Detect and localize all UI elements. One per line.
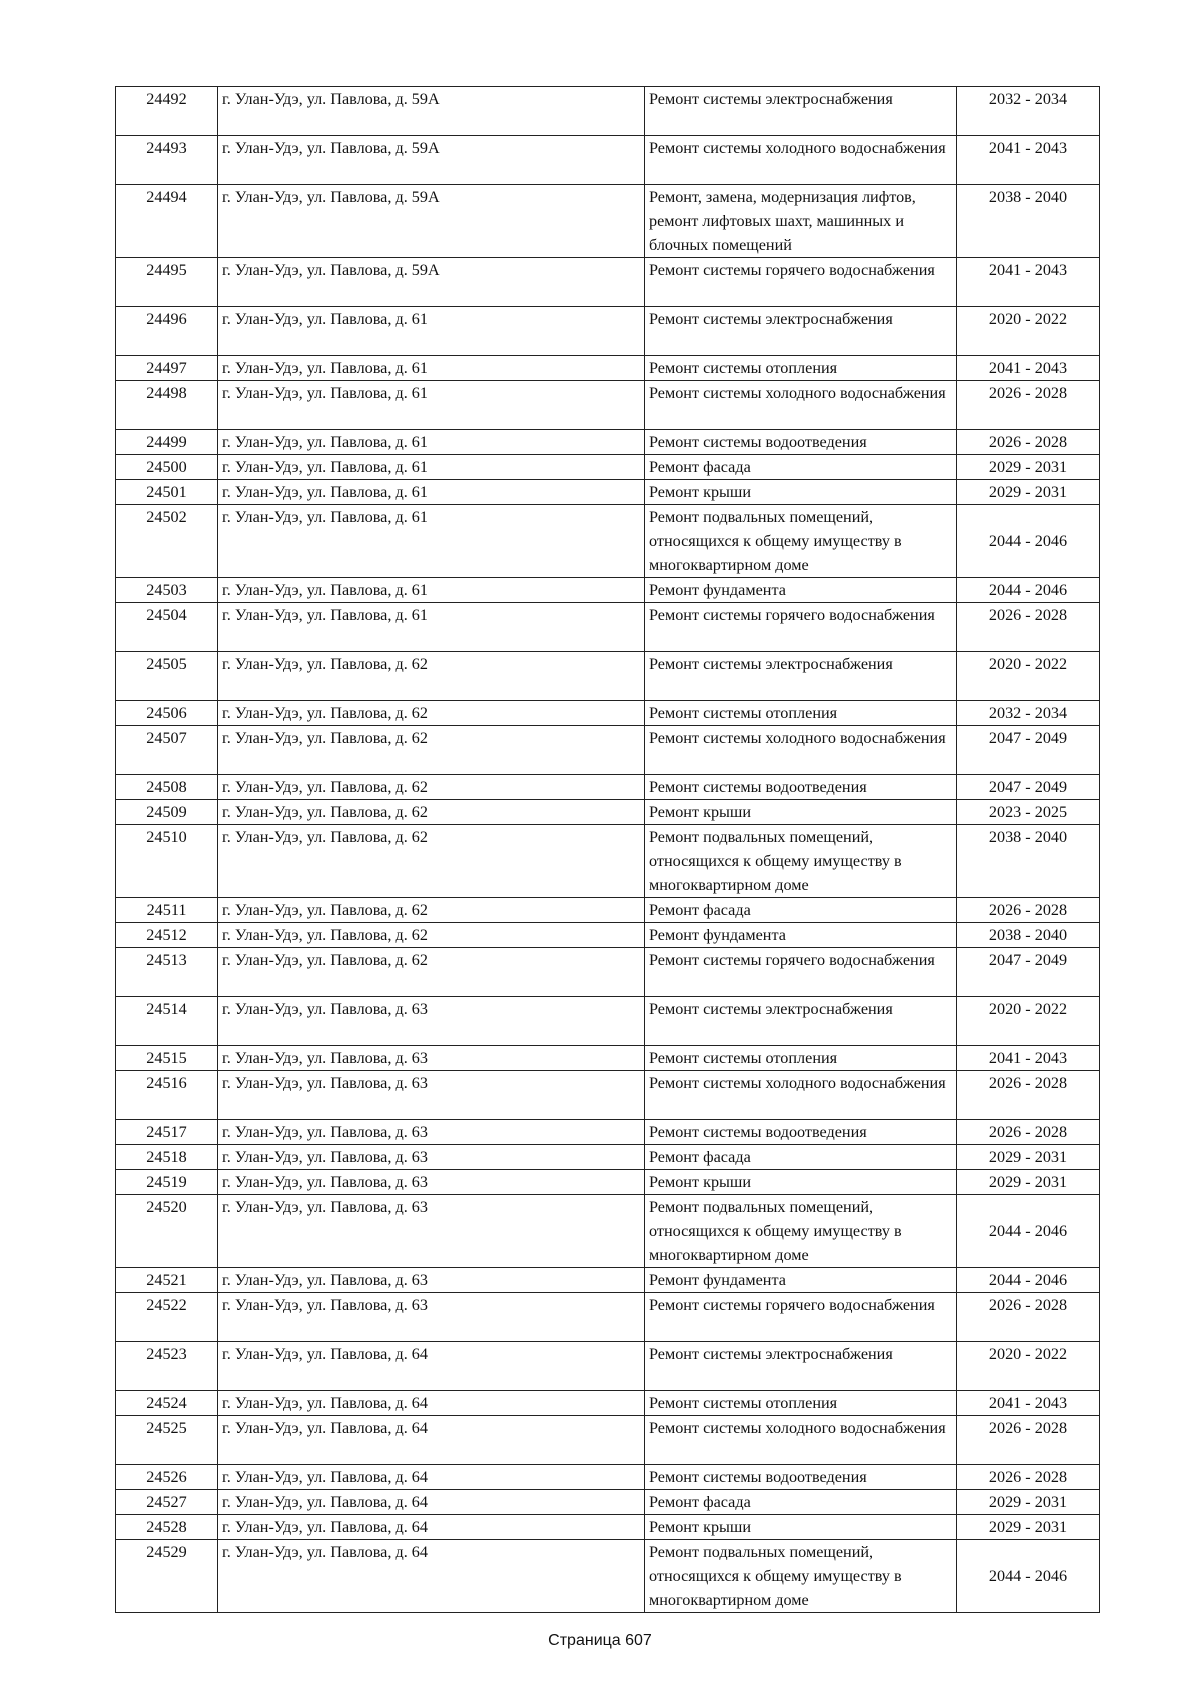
record-number: 24508 xyxy=(116,775,218,800)
record-address: г. Улан-Удэ, ул. Павлова, д. 61 xyxy=(218,356,645,381)
record-period: 2026 - 2028 xyxy=(957,381,1100,430)
record-work-type: Ремонт подвальных помещений, относящихся к общему имуществу в многоквартирном доме xyxy=(645,1540,957,1613)
record-address: г. Улан-Удэ, ул. Павлова, д. 63 xyxy=(218,997,645,1046)
table-row xyxy=(116,1195,1100,1268)
record-period: 2020 - 2022 xyxy=(957,1342,1100,1391)
record-period: 2020 - 2022 xyxy=(957,997,1100,1046)
record-address: г. Улан-Удэ, ул. Павлова, д. 61 xyxy=(218,480,645,505)
record-address: г. Улан-Удэ, ул. Павлова, д. 63 xyxy=(218,1120,645,1145)
record-work-type: Ремонт системы отопления xyxy=(645,701,957,726)
record-work-type: Ремонт системы отопления xyxy=(645,356,957,381)
table-row xyxy=(116,775,1100,800)
record-address: г. Улан-Удэ, ул. Павлова, д. 61 xyxy=(218,307,645,356)
record-address: г. Улан-Удэ, ул. Павлова, д. 62 xyxy=(218,652,645,701)
record-address: г. Улан-Удэ, ул. Павлова, д. 59А xyxy=(218,87,645,136)
record-address: г. Улан-Удэ, ул. Павлова, д. 64 xyxy=(218,1416,645,1465)
record-number: 24525 xyxy=(116,1416,218,1465)
record-work-type: Ремонт крыши xyxy=(645,1170,957,1195)
table-row xyxy=(116,997,1100,1046)
table-row xyxy=(116,1120,1100,1145)
record-work-type: Ремонт системы холодного водоснабжения xyxy=(645,136,957,185)
record-work-type: Ремонт крыши xyxy=(645,800,957,825)
table-row xyxy=(116,1145,1100,1170)
record-number: 24518 xyxy=(116,1145,218,1170)
record-number: 24528 xyxy=(116,1515,218,1540)
record-number: 24510 xyxy=(116,825,218,898)
record-address: г. Улан-Удэ, ул. Павлова, д. 63 xyxy=(218,1268,645,1293)
table-row xyxy=(116,1293,1100,1342)
record-period: 2026 - 2028 xyxy=(957,603,1100,652)
record-period: 2041 - 2043 xyxy=(957,1046,1100,1071)
record-number: 24513 xyxy=(116,948,218,997)
record-work-type: Ремонт системы водоотведения xyxy=(645,1465,957,1490)
record-address: г. Улан-Удэ, ул. Павлова, д. 61 xyxy=(218,505,645,578)
record-address: г. Улан-Удэ, ул. Павлова, д. 63 xyxy=(218,1293,645,1342)
record-address: г. Улан-Удэ, ул. Павлова, д. 62 xyxy=(218,701,645,726)
record-work-type: Ремонт системы водоотведения xyxy=(645,775,957,800)
record-number: 24509 xyxy=(116,800,218,825)
record-period: 2047 - 2049 xyxy=(957,726,1100,775)
record-number: 24521 xyxy=(116,1268,218,1293)
record-number: 24520 xyxy=(116,1195,218,1268)
table-row xyxy=(116,652,1100,701)
record-work-type: Ремонт системы электроснабжения xyxy=(645,652,957,701)
record-work-type: Ремонт системы горячего водоснабжения xyxy=(645,258,957,307)
record-address: г. Улан-Удэ, ул. Павлова, д. 59А xyxy=(218,258,645,307)
record-work-type: Ремонт системы горячего водоснабжения xyxy=(645,1293,957,1342)
record-work-type: Ремонт системы холодного водоснабжения xyxy=(645,726,957,775)
record-period: 2020 - 2022 xyxy=(957,652,1100,701)
table-row xyxy=(116,1342,1100,1391)
record-address: г. Улан-Удэ, ул. Павлова, д. 63 xyxy=(218,1170,645,1195)
table-row xyxy=(116,1170,1100,1195)
table-row xyxy=(116,307,1100,356)
record-address: г. Улан-Удэ, ул. Павлова, д. 62 xyxy=(218,800,645,825)
table-row xyxy=(116,430,1100,455)
record-address: г. Улан-Удэ, ул. Павлова, д. 62 xyxy=(218,923,645,948)
record-address: г. Улан-Удэ, ул. Павлова, д. 61 xyxy=(218,430,645,455)
record-period: 2044 - 2046 xyxy=(957,1195,1100,1268)
table-row xyxy=(116,505,1100,578)
record-number: 24506 xyxy=(116,701,218,726)
record-work-type: Ремонт системы водоотведения xyxy=(645,430,957,455)
record-period: 2044 - 2046 xyxy=(957,578,1100,603)
table-row xyxy=(116,381,1100,430)
record-address: г. Улан-Удэ, ул. Павлова, д. 63 xyxy=(218,1071,645,1120)
record-address: г. Улан-Удэ, ул. Павлова, д. 62 xyxy=(218,726,645,775)
record-number: 24515 xyxy=(116,1046,218,1071)
record-period: 2023 - 2025 xyxy=(957,800,1100,825)
record-address: г. Улан-Удэ, ул. Павлова, д. 62 xyxy=(218,775,645,800)
record-work-type: Ремонт фасада xyxy=(645,1490,957,1515)
record-number: 24517 xyxy=(116,1120,218,1145)
record-work-type: Ремонт системы холодного водоснабжения xyxy=(645,381,957,430)
record-address: г. Улан-Удэ, ул. Павлова, д. 61 xyxy=(218,381,645,430)
table-row xyxy=(116,800,1100,825)
table-row xyxy=(116,923,1100,948)
table-row xyxy=(116,1046,1100,1071)
record-work-type: Ремонт системы водоотведения xyxy=(645,1120,957,1145)
record-period: 2038 - 2040 xyxy=(957,923,1100,948)
record-number: 24497 xyxy=(116,356,218,381)
table-row xyxy=(116,1490,1100,1515)
table-row xyxy=(116,825,1100,898)
record-number: 24522 xyxy=(116,1293,218,1342)
record-address: г. Улан-Удэ, ул. Павлова, д. 64 xyxy=(218,1342,645,1391)
table-row xyxy=(116,356,1100,381)
table-row xyxy=(116,578,1100,603)
record-number: 24500 xyxy=(116,455,218,480)
record-work-type: Ремонт подвальных помещений, относящихся к общему имуществу в многоквартирном доме xyxy=(645,505,957,578)
table-row xyxy=(116,1416,1100,1465)
record-address: г. Улан-Удэ, ул. Павлова, д. 61 xyxy=(218,455,645,480)
record-number: 24494 xyxy=(116,185,218,258)
record-number: 24505 xyxy=(116,652,218,701)
record-period: 2026 - 2028 xyxy=(957,1071,1100,1120)
record-number: 24527 xyxy=(116,1490,218,1515)
record-period: 2041 - 2043 xyxy=(957,1391,1100,1416)
record-work-type: Ремонт фасада xyxy=(645,455,957,480)
table-row xyxy=(116,1071,1100,1120)
table-row xyxy=(116,1465,1100,1490)
table-row xyxy=(116,1391,1100,1416)
table-body xyxy=(116,87,1100,1613)
record-number: 24512 xyxy=(116,923,218,948)
record-work-type: Ремонт системы электроснабжения xyxy=(645,1342,957,1391)
record-period: 2026 - 2028 xyxy=(957,1120,1100,1145)
record-number: 24499 xyxy=(116,430,218,455)
record-address: г. Улан-Удэ, ул. Павлова, д. 64 xyxy=(218,1540,645,1613)
table-row xyxy=(116,898,1100,923)
record-period: 2038 - 2040 xyxy=(957,825,1100,898)
record-number: 24502 xyxy=(116,505,218,578)
table-row xyxy=(116,185,1100,258)
record-address: г. Улан-Удэ, ул. Павлова, д. 62 xyxy=(218,825,645,898)
record-number: 24493 xyxy=(116,136,218,185)
record-period: 2038 - 2040 xyxy=(957,185,1100,258)
record-period: 2032 - 2034 xyxy=(957,701,1100,726)
record-address: г. Улан-Удэ, ул. Павлова, д. 64 xyxy=(218,1490,645,1515)
record-number: 24529 xyxy=(116,1540,218,1613)
record-number: 24511 xyxy=(116,898,218,923)
table-row xyxy=(116,1515,1100,1540)
record-address: г. Улан-Удэ, ул. Павлова, д. 61 xyxy=(218,603,645,652)
record-work-type: Ремонт системы электроснабжения xyxy=(645,997,957,1046)
record-work-type: Ремонт системы холодного водоснабжения xyxy=(645,1071,957,1120)
record-number: 24524 xyxy=(116,1391,218,1416)
record-work-type: Ремонт фасада xyxy=(645,1145,957,1170)
record-work-type: Ремонт крыши xyxy=(645,1515,957,1540)
record-number: 24498 xyxy=(116,381,218,430)
record-period: 2044 - 2046 xyxy=(957,1540,1100,1613)
table-row xyxy=(116,480,1100,505)
record-work-type: Ремонт системы отопления xyxy=(645,1046,957,1071)
record-period: 2026 - 2028 xyxy=(957,1416,1100,1465)
record-address: г. Улан-Удэ, ул. Павлова, д. 63 xyxy=(218,1195,645,1268)
record-number: 24519 xyxy=(116,1170,218,1195)
record-work-type: Ремонт подвальных помещений, относящихся к общему имуществу в многоквартирном доме xyxy=(645,1195,957,1268)
record-number: 24514 xyxy=(116,997,218,1046)
record-period: 2029 - 2031 xyxy=(957,1170,1100,1195)
record-address: г. Улан-Удэ, ул. Павлова, д. 63 xyxy=(218,1046,645,1071)
record-period: 2020 - 2022 xyxy=(957,307,1100,356)
record-number: 24503 xyxy=(116,578,218,603)
record-period: 2029 - 2031 xyxy=(957,455,1100,480)
record-number: 24501 xyxy=(116,480,218,505)
record-period: 2026 - 2028 xyxy=(957,1465,1100,1490)
record-work-type: Ремонт фундамента xyxy=(645,923,957,948)
record-work-type: Ремонт фундамента xyxy=(645,578,957,603)
record-number: 24507 xyxy=(116,726,218,775)
repair-schedule-table xyxy=(115,86,1100,1613)
table-row xyxy=(116,455,1100,480)
record-address: г. Улан-Удэ, ул. Павлова, д. 59А xyxy=(218,185,645,258)
record-work-type: Ремонт подвальных помещений, относящихся к общему имуществу в многоквартирном доме xyxy=(645,825,957,898)
record-address: г. Улан-Удэ, ул. Павлова, д. 62 xyxy=(218,948,645,997)
table-row xyxy=(116,603,1100,652)
record-period: 2029 - 2031 xyxy=(957,1515,1100,1540)
record-address: г. Улан-Удэ, ул. Павлова, д. 62 xyxy=(218,898,645,923)
record-number: 24504 xyxy=(116,603,218,652)
record-address: г. Улан-Удэ, ул. Павлова, д. 61 xyxy=(218,578,645,603)
record-period: 2032 - 2034 xyxy=(957,87,1100,136)
record-period: 2041 - 2043 xyxy=(957,136,1100,185)
table-row xyxy=(116,726,1100,775)
record-work-type: Ремонт системы горячего водоснабжения xyxy=(645,948,957,997)
record-work-type: Ремонт системы горячего водоснабжения xyxy=(645,603,957,652)
record-address: г. Улан-Удэ, ул. Павлова, д. 64 xyxy=(218,1391,645,1416)
record-period: 2041 - 2043 xyxy=(957,356,1100,381)
record-period: 2029 - 2031 xyxy=(957,480,1100,505)
record-address: г. Улан-Удэ, ул. Павлова, д. 59А xyxy=(218,136,645,185)
table-row xyxy=(116,87,1100,136)
record-number: 24496 xyxy=(116,307,218,356)
record-number: 24523 xyxy=(116,1342,218,1391)
record-work-type: Ремонт фундамента xyxy=(645,1268,957,1293)
record-period: 2041 - 2043 xyxy=(957,258,1100,307)
record-period: 2026 - 2028 xyxy=(957,1293,1100,1342)
record-work-type: Ремонт системы отопления xyxy=(645,1391,957,1416)
record-address: г. Улан-Удэ, ул. Павлова, д. 63 xyxy=(218,1145,645,1170)
table-row xyxy=(116,948,1100,997)
record-number: 24495 xyxy=(116,258,218,307)
record-address: г. Улан-Удэ, ул. Павлова, д. 64 xyxy=(218,1515,645,1540)
record-period: 2047 - 2049 xyxy=(957,948,1100,997)
record-work-type: Ремонт системы электроснабжения xyxy=(645,87,957,136)
record-period: 2044 - 2046 xyxy=(957,1268,1100,1293)
record-period: 2047 - 2049 xyxy=(957,775,1100,800)
table-row xyxy=(116,136,1100,185)
record-period: 2026 - 2028 xyxy=(957,430,1100,455)
record-period: 2026 - 2028 xyxy=(957,898,1100,923)
record-number: 24492 xyxy=(116,87,218,136)
table-row xyxy=(116,701,1100,726)
record-period: 2029 - 2031 xyxy=(957,1490,1100,1515)
table-row xyxy=(116,258,1100,307)
record-period: 2029 - 2031 xyxy=(957,1145,1100,1170)
record-work-type: Ремонт системы электроснабжения xyxy=(645,307,957,356)
record-work-type: Ремонт крыши xyxy=(645,480,957,505)
record-work-type: Ремонт фасада xyxy=(645,898,957,923)
record-address: г. Улан-Удэ, ул. Павлова, д. 64 xyxy=(218,1465,645,1490)
page-number: Страница 607 xyxy=(548,1632,652,1649)
table-row xyxy=(116,1540,1100,1613)
record-work-type: Ремонт, замена, модернизация лифтов, ремонт лифтовых шахт, машинных и блочных помещений xyxy=(645,185,957,258)
record-number: 24526 xyxy=(116,1465,218,1490)
record-period: 2044 - 2046 xyxy=(957,505,1100,578)
table-row xyxy=(116,1268,1100,1293)
record-number: 24516 xyxy=(116,1071,218,1120)
record-work-type: Ремонт системы холодного водоснабжения xyxy=(645,1416,957,1465)
